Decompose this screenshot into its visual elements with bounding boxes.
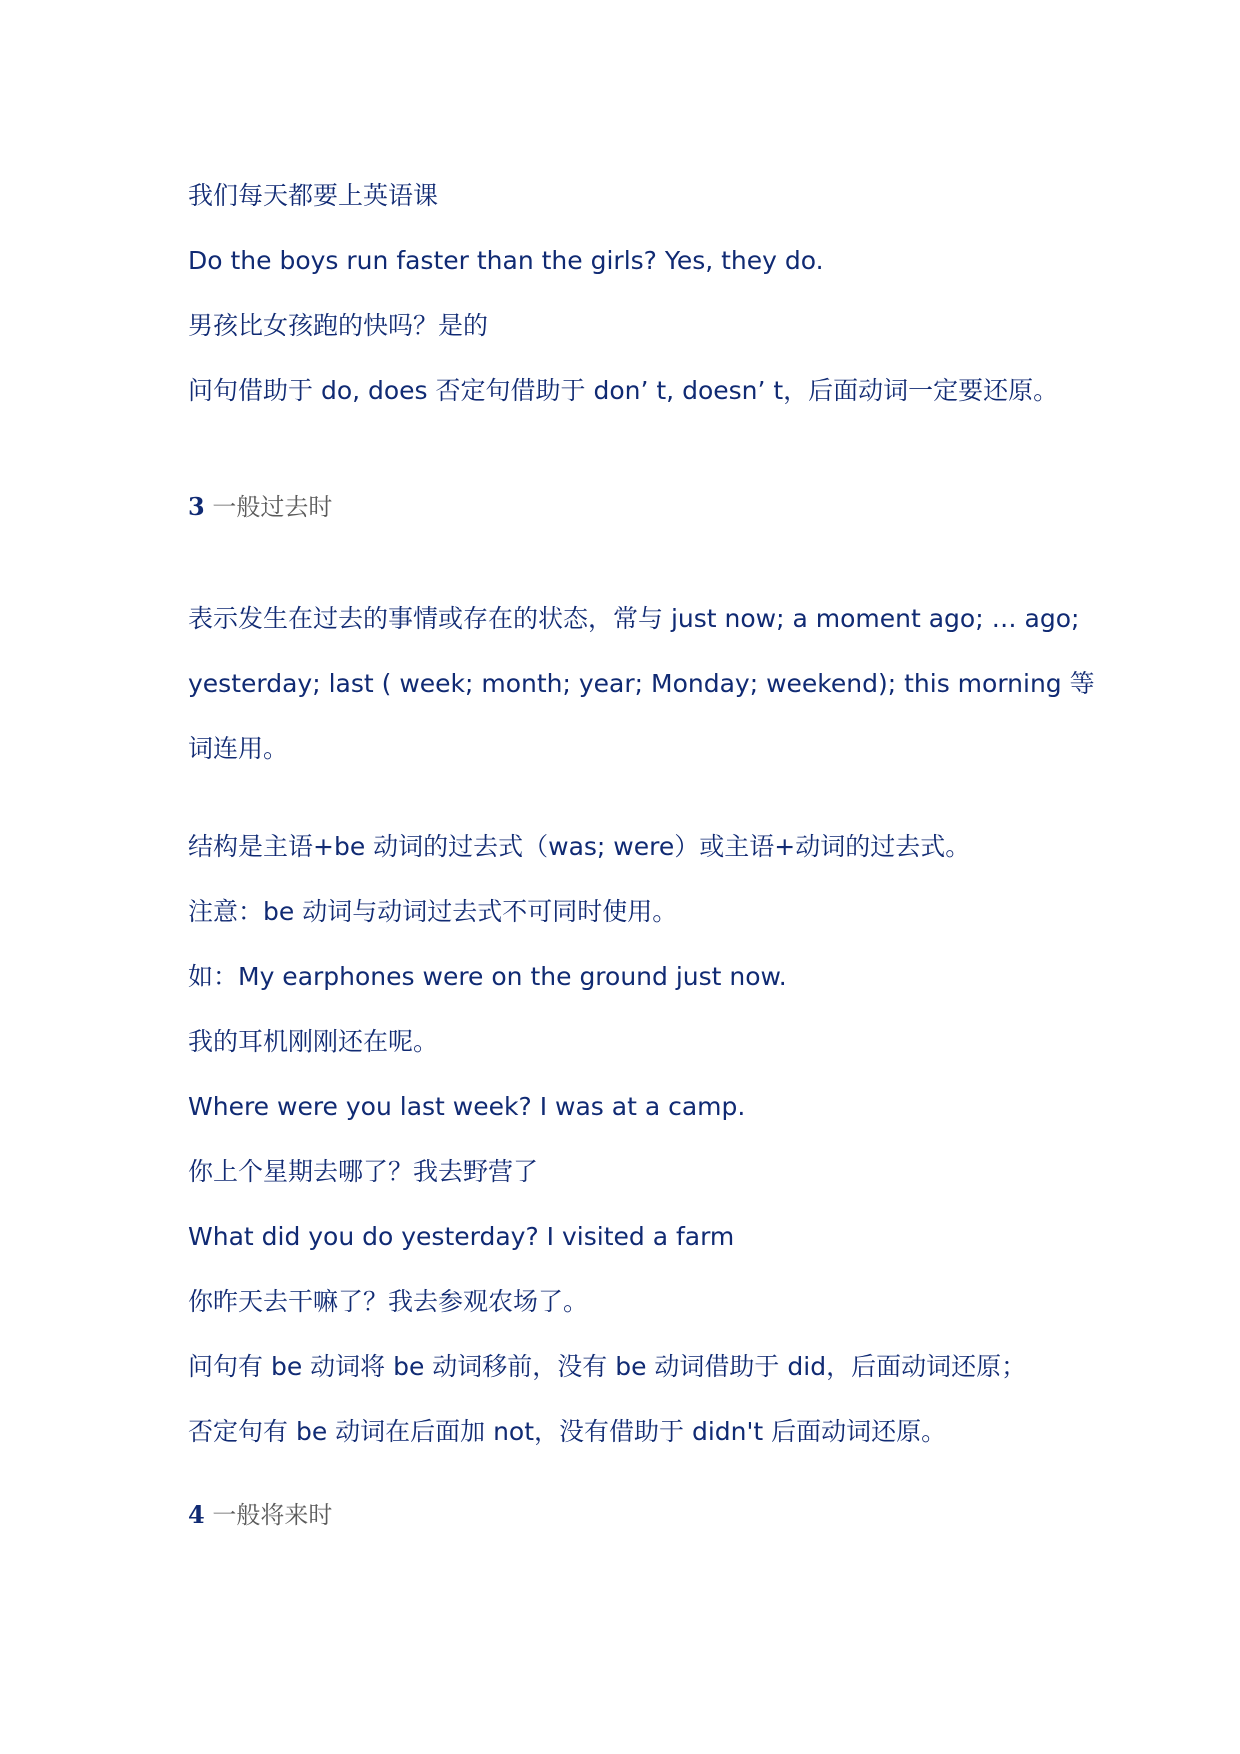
text-line: 你上个星期去哪了？我去野营了 bbox=[188, 1157, 539, 1186]
text-line: Where were you last week? I was at a camp. bbox=[188, 1092, 746, 1121]
section-number: 3 bbox=[188, 492, 205, 521]
text-line: 男孩比女孩跑的快吗？是的 bbox=[188, 311, 489, 340]
text-line: 注意：be 动词与动词过去式不可同时使用。 bbox=[188, 897, 678, 926]
section-heading-3 bbox=[188, 489, 332, 525]
text-line: 结构是主语+be 动词的过去式（was; were）或主语+动词的过去式。 bbox=[188, 832, 971, 861]
text-line: Do the boys run faster than the girls? Yes, they do. bbox=[188, 246, 824, 275]
text-line: 否定句有 be 动词在后面加 not，没有借助于 didn't 后面动词还原。 bbox=[188, 1417, 947, 1446]
text-line: yesterday; last ( week; month; year; Monday; weekend); this morning 等 bbox=[188, 669, 1095, 698]
section-title: 一般将来时 bbox=[212, 1501, 333, 1529]
text-line: 问句借助于 do, does 否定句借助于 don’ t, doesn’ t，后面动词一定要还原。 bbox=[188, 376, 1059, 405]
text-line: 问句有 be 动词将 be 动词移前，没有 be 动词借助于 did，后面动词还原； bbox=[188, 1352, 1027, 1381]
text-line: 词连用。 bbox=[188, 734, 289, 763]
text-line: What did you do yesterday? I visited a farm bbox=[188, 1222, 735, 1251]
text-line: 我的耳机刚刚还在呢。 bbox=[188, 1027, 439, 1056]
text-line: 你昨天去干嘛了？我去参观农场了。 bbox=[188, 1287, 589, 1316]
text-line: 我们每天都要上英语课 bbox=[188, 181, 439, 210]
section-number: 4 bbox=[188, 1500, 205, 1529]
section-title: 一般过去时 bbox=[212, 493, 333, 521]
section-heading-4 bbox=[188, 1497, 332, 1533]
text-line: 表示发生在过去的事情或存在的状态，常与 just now; a moment ago; … ago; bbox=[188, 604, 1080, 633]
text-line: 如：My earphones were on the ground just now. bbox=[188, 962, 787, 991]
